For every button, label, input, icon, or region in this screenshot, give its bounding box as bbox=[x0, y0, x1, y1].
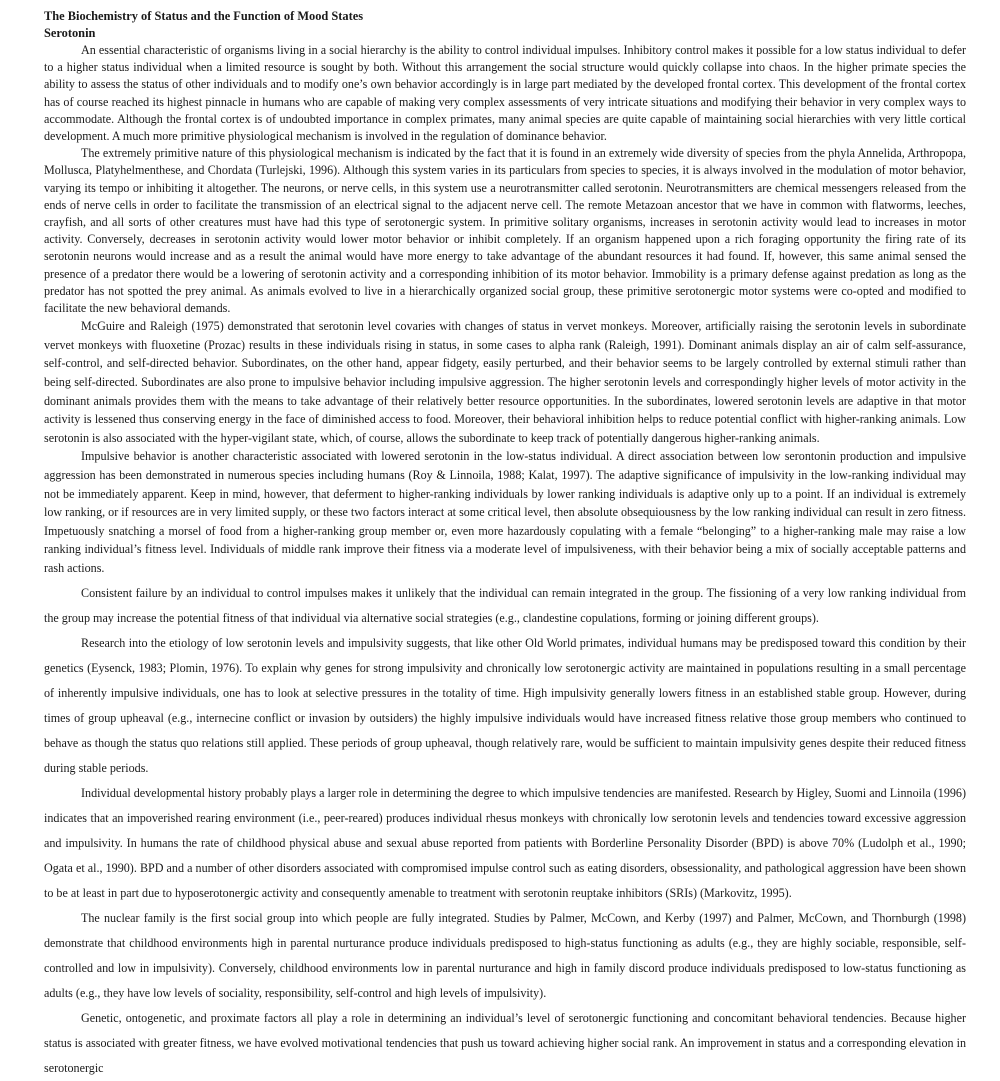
paragraph-4: Impulsive behavior is another characteristic associated with lowered serotonin in the low-status individual. A direct association between low serontonin production and impulsive aggression has been demonstrated in numerous species including humans (Roy & Linnoila, 1988; Kalat, 1997). The adaptive significance of impulsivity in the low-ranking individual may not be immediately apparent. Keep in mind, however, that deferment to higher-ranking individuals by lower ranking individuals is adaptive only up to a point. If an individual is extremely low ranking, or if resources are in very limited supply, or these two factors interact at some critical level, then absolute obsequiousness by the low ranking individual can result in zero fitness. Impetuously snatching a morsel of food from a higher-ranking group member or, even more hazardously copulating with a female “belonging” to a higher-ranking male may raise a low ranking individual’s fitness level. Individuals of middle rank improve their fitness via a moderate level of impulsiveness, with their behavior being a mix of socially acceptable patterns and rash actions. bbox=[44, 449, 966, 575]
document-title: The Biochemistry of Status and the Function of Mood States bbox=[44, 9, 364, 23]
paragraph-9: Genetic, ontogenetic, and proximate factors all play a role in determining an individual’s level of serotonergic functioning and concomitant behavioral tendencies. Because higher status is associated with greater fitness, we have evolved motivational tendencies that push us toward achieving higher social rank. An improvement in status and a corresponding elevation in serotonergic bbox=[44, 1010, 966, 1075]
paragraph-8: The nuclear family is the first social group into which people are fully integrated. Studies by Palmer, McCown, and Kerby (1997) and Palmer, McCown, and Thornburgh (1998) demonstrate that childhood environments high in parental nurturance produce individuals predisposed to high-status functioning as adults (e.g., they are highly sociable, responsible, self-controlled and low in impulsivity). Conversely, childhood environments low in parental nurturance and high in family discord produce individuals predisposed to low-status functioning as adults (e.g., they have low levels of sociality, responsibility, self-control and high levels of impulsivity). bbox=[44, 910, 966, 1000]
paragraph-6: Research into the etiology of low serotonin levels and impulsivity suggests, that like other Old World primates, individual humans may be predisposed toward this condition by their genetics (Eysenck, 1983; Plomin, 1976). To explain why genes for strong impulsivity and chronically low serotonergic activity are maintained in populations resulting in a small percentage of inherently impulsive individuals, one has to look at selective pressures in the totality of time. High impulsivity generally lowers fitness in an established stable group. However, during times of group upheaval (e.g., internecine conflict or invasion by outsiders) the highly impulsive individuals would have increased fitness relative those group members who continued to behave as though the status quo relations still applied. These periods of group upheaval, though relatively rare, would be sufficient to maintain impulsivity genes despite their reduced fitness during stable periods. bbox=[44, 635, 966, 775]
paragraph-3: McGuire and Raleigh (1975) demonstrated that serotonin level covaries with changes of status in vervet monkeys. Moreover, artificially raising the serotonin levels in subordinate vervet monkeys with fluoxetine (Prozac) results in these individuals rising in status, in some cases to alpha rank (Raleigh, 1991). Dominant animals display an air of calm self-assurance, self-control, and self-directed behavior. Subordinates, on the other hand, appear fidgety, easily perturbed, and their behavior seems to be largely controlled by external stimuli rather than being self-directed. Subordinates are also prone to impulsive behavior including impulsive aggression. The higher serotonin levels and correspondingly higher levels of motor activity in the dominant animals provides them with the means to take advantage of their relatively better resource opportunities. In the subordinates, lowered serotonin levels are adaptive in that motor activity is lessened thus conserving energy in the face of diminished access to food. Moreover, their behavioral inhibition helps to reduce potential conflict with higher-ranking animals. Low serotonin is also associated with the hyper-vigilant state, which, of course, allows the subordinate to keep track of potentially dangerous higher-ranking animals. bbox=[44, 319, 966, 445]
paragraph-5: Consistent failure by an individual to control impulses makes it unlikely that the individual can remain integrated in the group. The fissioning of a very low ranking individual from the group may increase the potential fitness of that individual via alternative social strategies (e.g., clandestine copulations, forming or joining different groups). bbox=[44, 585, 966, 625]
paragraph-2: The extremely primitive nature of this physiological mechanism is indicated by the fact that it is found in an extremely wide diversity of species from the phyla Annelida, Arthropopa, Mollusca, Platyhelmenthese, and Chordata (Turlejski, 1996). Although this system varies in its particulars from species to species, it is always involved in the modulation of motor behavior, varying its tempo or inhibiting it altogether. The neurons, or nerve cells, in this system use a neurotransmitter called serotonin. Neurotransmitters are chemical messengers released from the ends of nerve cells in order to facilitate the transmission of an electrical signal to the adjacent nerve cell. The remote Metazoan ancestor that we have in common with flatworms, leeches, crayfish, and all sorts of other creatures must have had this type of serotonergic system. In primitive solitary organisms, increases in serotonin activity would lead to increases in motor activity. Conversely, decreases in serotonin activity would lower motor behavior or inhibit completely. If an organism happened upon a rich foraging opportunity the firing rate of its serotonin neurons would increase and as a result the animal would have more energy to take advantage of the abundant resources it had found. If, however, this same animal sensed the presence of a predator there would be a lowering of serotonin activity and a corresponding inhibition of its motor behavior. Immobility is a primary defense against predation as long as the predator has not spotted the prey animal. As animals evolved to live in a hierarchically organized social group, these primitive serotonergic motor systems were co-opted and modified to facilitate the new behavioral demands. bbox=[44, 146, 966, 316]
paragraph-7: Individual developmental history probably plays a larger role in determining the degree to which impulsive tendencies are manifested. Research by Higley, Suomi and Linnoila (1996) indicates that an impoverished rearing environment (i.e., peer-reared) produces individual rhesus monkeys with chronically low serotonin levels and tendencies toward excessive aggression and impulsivity. In humans the rate of childhood physical abuse and sexual abuse reported from patients with Borderline Personality Disorder (BPD) is above 70% (Ludolph et al., 1990; Ogata et al., 1990). BPD and a number of other disorders associated with compromised impulse control such as eating disorders, obsessionality, and pathological aggression have been shown to be at least in part due to hyposerotonergic activity and consequently amenable to treatment with serotonin reuptake inhibitors (SRIs) (Markovitz, 1995). bbox=[44, 785, 966, 900]
document-page bbox=[44, 7, 966, 1081]
paragraph-1: An essential characteristic of organisms living in a social hierarchy is the ability to control individual impulses. Inhibitory control makes it possible for a low status individual to defer to a higher status individual when a limited resource is sought by both. Without this arrangement the social structure would quickly collapse into chaos. In the higher primate species the ability to assess the status of other individuals and to modify one’s own behavior accordingly is in large part mediated by the developed frontal cortex. This development of the frontal cortex has of course reached its highest pinnacle in humans who are capable of making very complex assessments of very intricate situations and modifying their behavior in very complex ways to accommodate. Although the frontal cortex is of undoubted importance in complex primates, many animal species are quite capable of maintaining social hierarchies with very little cortical development. A much more primitive physiological mechanism is involved in the regulation of dominance behavior. bbox=[44, 43, 966, 144]
section-heading: Serotonin bbox=[44, 26, 96, 40]
